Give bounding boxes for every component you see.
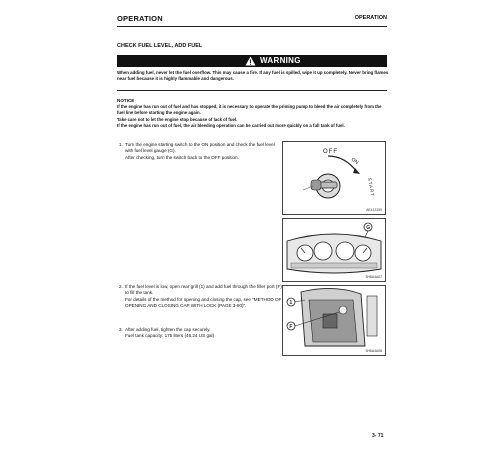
warning-triangle-icon [245, 56, 256, 66]
step-3 [119, 327, 283, 340]
step-text: Turn the engine starting switch to the ON position and check the fuel level with fuel level gauge (G). After checking, turn the switch back to the OFF position. [125, 142, 275, 160]
warning-divider [117, 90, 387, 91]
switch-start-label: START [367, 177, 376, 198]
warning-title: WARNING [260, 56, 301, 65]
header-right-title: OPERATION [354, 15, 387, 21]
tank-figure [282, 285, 386, 356]
monitor-panel-illustration [283, 219, 385, 281]
header-left-title: OPERATION [117, 14, 163, 23]
gauge-figure [282, 218, 386, 282]
step-number: 2. [119, 284, 123, 289]
step-number: 3. [119, 327, 123, 332]
step-text: After adding fuel, tighten the cap securely. Fuel tank capacity: 175 liters (46.24 US gal) [125, 327, 215, 339]
figure-code: 5H8A4A08 [365, 349, 382, 353]
fuel-tank-illustration [283, 286, 385, 355]
step-1 [119, 142, 279, 161]
notice-title: NOTICE [117, 98, 135, 103]
filler-label: F [289, 324, 293, 330]
gauge-label: G [366, 225, 371, 231]
switch-off-label: OFF [323, 149, 338, 155]
step-text: If the fuel level is low, open rear grill (1) and add fuel through the filler port (F) to fill the tank. For details of the method for opening and closing the cap, see "METHOD OF OPENING AND CLOSING CAP WITH LOCK (PAGE 3-90)". [125, 284, 282, 309]
step-2 [119, 284, 283, 310]
notice-line: Take care not to let the engine stop because of lack of fuel. [117, 116, 238, 122]
warning-banner [117, 55, 387, 67]
header-divider [117, 26, 387, 27]
page-header [117, 14, 387, 26]
warning-text: When adding fuel, never let the fuel overflow. This may cause a fire. If any fuel is spilled, wipe it up completely. Never bring flames near fuel because it is highly flammable and dangerous. [117, 70, 389, 82]
notice-line: If the engine has run out of fuel and has stopped, it is necessary to operate the priming pump to bleed the air completely from the fuel line before starting the engine again. [117, 104, 382, 116]
grill-label: 1 [289, 300, 293, 306]
switch-figure [282, 141, 386, 215]
figure-code: 5H8A4A07 [365, 275, 382, 279]
key-switch-illustration [283, 142, 385, 214]
section-title: CHECK FUEL LEVEL, ADD FUEL [117, 43, 203, 49]
step-number: 1. [119, 142, 123, 147]
figure-code: AE413150 [366, 208, 382, 212]
page-number: 3- 71 [372, 433, 384, 439]
switch-on-label: ON [349, 156, 360, 166]
notice-line: If the engine has run out of fuel, the air bleeding operation can be carried out more quickly on a full tank of fuel. [117, 122, 345, 128]
notice-body [117, 104, 389, 129]
